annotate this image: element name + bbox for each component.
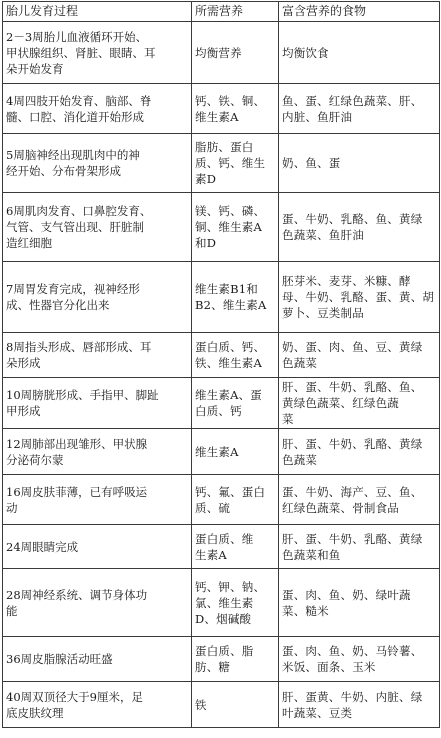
foods-cell: 蛋、牛奶、海产、豆、鱼、 红绿色蔬菜、骨制食品: [279, 475, 440, 525]
header-nutrients: 所需营养: [192, 2, 279, 22]
nutrients-cell: 镁、钙、磷、 铜、维生素A 和D: [192, 193, 279, 262]
foods-cell: 均衡饮食: [279, 22, 440, 84]
stage-cell: 40周双顶径大于9厘米，足 底皮肤纹理: [3, 682, 192, 728]
nutrients-cell: 蛋白质、钙、 铁、维生素A: [192, 333, 279, 378]
nutrients-cell: 均衡营养: [192, 22, 279, 84]
foods-cell: 胚芽米、麦芽、米糠、酵 母、牛奶、乳酪、蛋、黄、胡 萝卜、豆类制品: [279, 262, 440, 333]
table-header-row: [3, 2, 440, 22]
stage-cell: 12周肺部出现雏形、甲状腺 分泌荷尔蒙: [3, 429, 192, 475]
nutrients-cell: 脂肪、蛋白 质、钙、维生 素D: [192, 134, 279, 193]
foods-cell: 鱼、蛋、红绿色蔬菜、肝、 内脏、鱼肝油: [279, 84, 440, 134]
stage-cell: 8周指头形成、唇部形成、耳 朵形成: [3, 333, 192, 378]
foods-cell: 肝、蛋、牛奶、乳酪、黄绿 色蔬菜: [279, 429, 440, 475]
table-row: [3, 22, 440, 84]
table-row: [3, 569, 440, 637]
header-stage: 胎儿发育过程: [3, 2, 192, 22]
fetal-nutrition-table: [2, 1, 440, 728]
nutrients-cell: 维生素A、蛋 白质、钙: [192, 378, 279, 429]
stage-cell: 5周脑神经出现肌肉中的神 经开始、分布骨架形成: [3, 134, 192, 193]
foods-cell: 蛋、肉、鱼、奶、马铃薯、 米饭、面条、玉米: [279, 637, 440, 682]
stage-cell: 28周神经系统、调节身体功 能: [3, 569, 192, 637]
table-row: [3, 333, 440, 378]
foods-cell: 蛋、肉、鱼、奶、绿叶蔬 菜、糙米: [279, 569, 440, 637]
nutrients-cell: 维生素A: [192, 429, 279, 475]
table-body: [3, 22, 440, 728]
table-row: [3, 475, 440, 525]
header-foods: 富含营养的食物: [279, 2, 440, 22]
foods-cell: 奶、蛋、肉、鱼、豆、黄绿 色蔬菜: [279, 333, 440, 378]
table-row: [3, 525, 440, 569]
table-row: [3, 378, 440, 429]
stage-cell: 36周皮脂腺活动旺盛: [3, 637, 192, 682]
stage-cell: 7周胃发育完成，视神经形 成、性器官分化出来: [3, 262, 192, 333]
foods-cell: 肝、蛋黄、牛奶、内脏、绿 叶蔬菜、豆类: [279, 682, 440, 728]
table-row: [3, 262, 440, 333]
stage-cell: 24周眼睛完成: [3, 525, 192, 569]
nutrients-cell: 钙、铁、铜、 维生素A: [192, 84, 279, 134]
table-row: [3, 134, 440, 193]
nutrients-cell: 钙、氟、蛋白 质、硫: [192, 475, 279, 525]
table-row: [3, 429, 440, 475]
table-row: [3, 682, 440, 728]
table-row: [3, 193, 440, 262]
foods-cell: 肝、蛋、牛奶、乳酪、鱼、 黄绿色蔬菜、红绿色蔬 菜: [279, 378, 440, 429]
nutrients-cell: 维生素B1和 B2、维生素A: [192, 262, 279, 333]
stage-cell: 10周膀胱形成、手指甲、脚趾 甲形成: [3, 378, 192, 429]
nutrients-cell: 蛋白质、维 生素A: [192, 525, 279, 569]
foods-cell: 蛋、牛奶、乳酪、鱼、黄绿 色蔬菜、鱼肝油: [279, 193, 440, 262]
table-row: [3, 637, 440, 682]
foods-cell: 奶、鱼、蛋: [279, 134, 440, 193]
stage-cell: 4周四肢开始发育、脑部、脊 髓、口腔、消化道开始形成: [3, 84, 192, 134]
stage-cell: 6周肌肉发育、口鼻腔发育、 气管、支气管出现、肝脏制 造红细胞: [3, 193, 192, 262]
table-row: [3, 84, 440, 134]
stage-cell: 2－3周胎儿血液循环开始、 甲状腺组织、肾脏、眼睛、耳 朵开始发育: [3, 22, 192, 84]
nutrients-cell: 钙、钾、钠、 氯、维生素 D、烟碱酸: [192, 569, 279, 637]
stage-cell: 16周皮肤菲薄，已有呼吸运 动: [3, 475, 192, 525]
foods-cell: 肝、蛋、牛奶、乳酪、黄绿 色蔬菜和鱼: [279, 525, 440, 569]
nutrients-cell: 铁: [192, 682, 279, 728]
nutrients-cell: 蛋白质、脂 肪、糖: [192, 637, 279, 682]
